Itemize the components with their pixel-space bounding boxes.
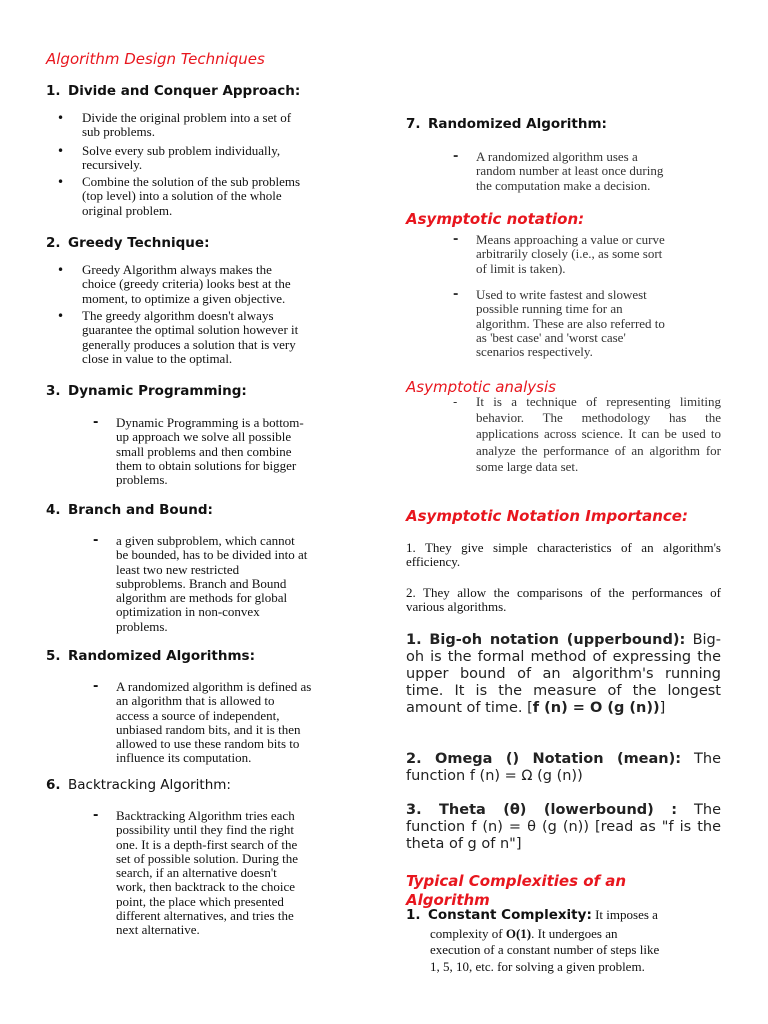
title-line: Typical Complexities of an (406, 872, 627, 890)
theta-label: 3. Theta (θ) (lowerbound) : (406, 802, 678, 818)
text-line: them to obtain solutions for bigger (116, 457, 297, 473)
omega-label: 2. Omega () Notation (mean): (406, 751, 682, 767)
section-heading: Dynamic Programming: (68, 383, 247, 399)
text-line: the computation make a decision. (476, 177, 651, 193)
text-line: work, then backtrack to the choice (116, 879, 296, 895)
heading-branch-bound (46, 502, 213, 518)
page-title: Algorithm Design Techniques (46, 50, 265, 68)
theta-text: The function f (n) = θ (g (n)) [read as "f is the theta of g of n"] (406, 802, 721, 852)
big-oh-text: Big-oh is the formal method of expressing the upper bound of an algorithm's running time. It is the measure of the longest amount of time. [ (406, 632, 721, 716)
list-item (82, 263, 291, 306)
text-line: recursively. (82, 157, 143, 173)
text-line: algorithm. These are also referred to (476, 315, 665, 331)
heading-randomized-algorithm (406, 116, 607, 132)
section-number: 1. (406, 907, 421, 923)
heading-divide-conquer (46, 83, 300, 99)
text-line: point, the place which presented (116, 893, 284, 909)
text-line: next alternative. (116, 922, 200, 938)
text-line: guarantee the optimal solution however it (82, 322, 299, 338)
text-line: - Used to write fastest and slowest (476, 287, 647, 302)
text-line: - A randomized algorithm uses a (476, 149, 638, 164)
text-line: of limit is taken). (476, 260, 566, 276)
importance-point-1: 1. They give simple characteristics of an algorithm's efficiency. (406, 540, 721, 570)
list-item (82, 144, 280, 173)
asymptotic-analysis-text: - It is a technique of representing limiting behavior. The methodology has the applications across science. It can be used to analyze the performance of an algorithm for some large data set. (476, 394, 721, 475)
section-heading: Branch and Bound: (68, 502, 213, 518)
section-heading: Randomized Algorithm: (428, 116, 607, 132)
dash-item (476, 233, 665, 276)
text-line: as 'best case' and 'worst case' (476, 329, 626, 345)
text-line: possible running time for an (476, 301, 623, 317)
text-line: scenarios respectively. (476, 344, 593, 360)
section-number: 3. (46, 383, 61, 399)
complexities-title (406, 872, 626, 910)
heading-backtracking (46, 777, 231, 793)
asymptotic-notation-title: Asymptotic notation: (406, 210, 585, 228)
text-line: • The greedy algorithm doesn't always (82, 308, 274, 323)
list-item (82, 175, 300, 218)
text-line: one. It is a depth-first search of the (116, 836, 298, 852)
text-line: - Dynamic Programming is a bottom- (116, 415, 304, 430)
constant-complexity-label: Constant Complexity: (428, 907, 592, 923)
section-heading: Greedy Technique: (68, 235, 210, 251)
text-line: • Solve every sub problem individually, (82, 143, 281, 158)
section-number: 2. (46, 235, 61, 251)
text-line: algorithm are methods for global (116, 590, 288, 606)
text-line: access a source of independent, (116, 707, 280, 723)
text-line: set of possible solution. During the (116, 850, 298, 866)
text-line: - Backtracking Algorithm tries each (116, 808, 295, 823)
constant-complexity-item (406, 907, 658, 923)
text-line: optimization in non-convex (116, 604, 260, 620)
omega-text: The function f (n) = Ω (g (n)) (406, 751, 721, 784)
section-number: 4. (46, 502, 61, 518)
big-oh-label: 1. Big-oh notation (upperbound): (406, 632, 686, 648)
complexity-value: O(1) (505, 926, 532, 941)
text-line: choice (greedy criteria) looks best at the (82, 276, 291, 292)
heading-randomized-algorithms (46, 648, 255, 664)
dash-item (476, 150, 663, 193)
text-line: - a given subproblem, which cannot (116, 533, 295, 548)
constant-complexity-text: It imposes a (591, 907, 658, 922)
text-line: 1, 5, 10, etc. for solving a given problem. (430, 958, 645, 974)
text-line: problems. (116, 472, 168, 488)
text-line: possibility until they find the right (116, 822, 295, 838)
text-line: problems. (116, 618, 168, 634)
text-line: be bounded, has to be divided into at (116, 547, 308, 563)
importance-title: Asymptotic Notation Importance: (406, 507, 688, 525)
text-line: allowed to use these random bits to (116, 736, 300, 752)
section-number: 7. (406, 116, 421, 132)
text-line: different alternatives, and tries the (116, 908, 294, 924)
constant-complexity-body (430, 926, 659, 975)
section-heading: Randomized Algorithms: (68, 648, 255, 664)
text-line: up approach we solve all possible (116, 429, 292, 445)
text-span: . It undergoes an (531, 926, 618, 941)
text-line: least two new restricted (116, 561, 240, 577)
text-line: • Divide the original problem into a set of (82, 110, 292, 125)
asymptotic-analysis-title: Asymptotic analysis (406, 378, 556, 396)
omega-paragraph (406, 751, 721, 785)
title-line: Algorithm (406, 891, 490, 909)
text-line: - A randomized algorithm is defined as (116, 679, 312, 694)
text-line: generally produces a solution that is very (82, 336, 296, 352)
dash-item (116, 809, 298, 938)
dash-item (116, 416, 304, 487)
text-line: unbiased random bits, and it is then (116, 721, 301, 737)
big-oh-close: ] (659, 700, 666, 716)
text-line: (top level) into a solution of the whole (82, 188, 282, 204)
text-line: • Combine the solution of the sub problems (82, 174, 301, 189)
text-line: an algorithm that is allowed to (116, 693, 275, 709)
text-line: original problem. (82, 202, 173, 218)
section-number: 5. (46, 648, 61, 664)
text-line: - Means approaching a value or curve (476, 232, 665, 247)
text-line: moment, to optimize a given objective. (82, 290, 286, 306)
text-line: arbitrarily closely (i.e., as some sort (476, 246, 663, 262)
section-number: 6. (46, 777, 61, 793)
text-line: search, if an alternative doesn't (116, 865, 277, 881)
text-line: close in value to the optimal. (82, 350, 233, 366)
dash-item (476, 288, 665, 359)
text-line: execution of a constant number of steps like (430, 942, 660, 958)
big-oh-paragraph (406, 632, 721, 717)
big-oh-formula: f (n) = O (g (n)) (532, 700, 660, 716)
heading-greedy (46, 235, 209, 251)
list-item (82, 111, 291, 140)
text-line: sub problems. (82, 124, 155, 140)
importance-point-2: 2. They allow the comparisons of the performances of various algorithms. (406, 585, 721, 615)
text-line: subproblems. Branch and Bound (116, 575, 287, 591)
theta-paragraph (406, 802, 721, 853)
section-number: 1. (46, 83, 61, 99)
section-heading: Divide and Conquer Approach: (68, 83, 301, 99)
text-line: small problems and then combine (116, 443, 292, 459)
text-line: influence its computation. (116, 750, 252, 766)
section-heading: Backtracking Algorithm: (68, 777, 231, 793)
text-line: random number at least once during (476, 163, 664, 179)
text-span: complexity of (430, 926, 506, 941)
dash-item (116, 680, 311, 766)
heading-dynamic-programming (46, 383, 247, 399)
list-item (82, 309, 298, 366)
text-line: • Greedy Algorithm always makes the (82, 262, 272, 277)
text-line (430, 926, 659, 942)
dash-item (116, 534, 307, 634)
